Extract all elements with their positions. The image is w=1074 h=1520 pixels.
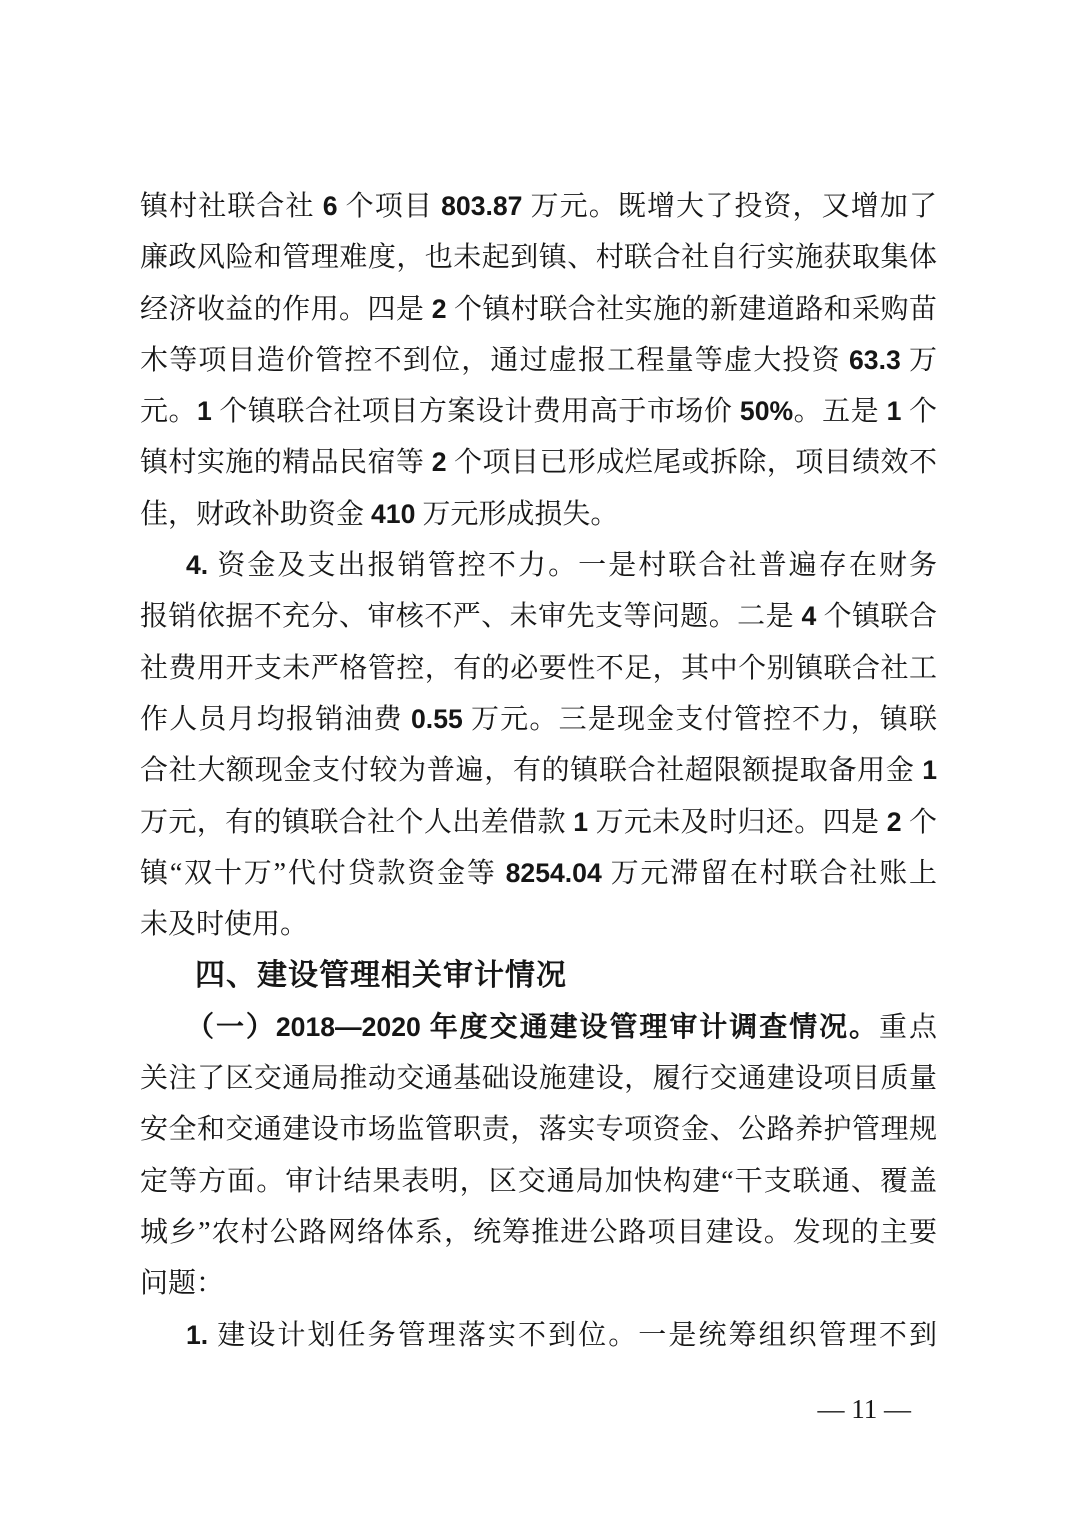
section-heading: 四、建设管理相关审计情况	[195, 959, 567, 993]
page-number: — 11 —	[817, 1394, 911, 1424]
text-line: 关注了区交通局推动交通基础设施建设，履行交通建设项目质量	[140, 1063, 937, 1095]
text-line: 镇村社联合社 6 个项目 803.87 万元。既增大了投资，又增加了	[140, 191, 937, 222]
text-line: （一）2018—2020 年度交通建设管理审计调查情况。重点	[186, 1011, 937, 1043]
text-line: 未及时使用。	[140, 909, 309, 941]
text-line: 1. 建设计划任务管理落实不到位。一是统筹组织管理不到	[186, 1319, 937, 1351]
text-line: 合社大额现金支付较为普遍，有的镇联合社超限额提取备用金 1	[140, 755, 937, 787]
text-line: 安全和交通建设市场监管职责，落实专项资金、公路养护管理规	[140, 1114, 937, 1146]
text-line: 廉政风险和管理难度，也未起到镇、村联合社自行实施获取集体	[140, 242, 937, 274]
text-line: 万元，有的镇联合社个人出差借款 1 万元未及时归还。四是 2 个	[140, 806, 937, 838]
text-line: 经济收益的作用。四是 2 个镇村联合社实施的新建道路和采购苗	[140, 293, 937, 325]
text-line: 木等项目造价管控不到位，通过虚报工程量等虚大投资 63.3 万	[140, 344, 937, 376]
document-body	[140, 181, 937, 1361]
text-line: 元。1 个镇联合社项目方案设计费用高于市场价 50%。五是 1 个	[140, 396, 937, 428]
text-line: 4. 资金及支出报销管控不力。一是村联合社普遍存在财务	[186, 550, 937, 582]
text-line: 问题：	[140, 1268, 225, 1300]
text-line: 定等方面。审计结果表明，区交通局加快构建“干支联通、覆盖	[140, 1165, 937, 1197]
text-line: 镇“双十万”代付贷款资金等 8254.04 万元滞留在村联合社账上	[140, 857, 937, 889]
text-line: 镇村实施的精品民宿等 2 个项目已形成烂尾或拆除，项目绩效不	[140, 447, 937, 479]
text-line: 佳，财政补助资金 410 万元形成损失。	[140, 498, 619, 530]
text-line: 社费用开支未严格管控，有的必要性不足，其中个别镇联合社工	[140, 652, 937, 684]
text-line: 报销依据不充分、审核不严、未审先支等问题。二是 4 个镇联合	[140, 601, 937, 633]
text-line: 作人员月均报销油费 0.55 万元。三是现金支付管控不力，镇联	[140, 703, 937, 735]
text-line: 城乡”农村公路网络体系，统筹推进公路项目建设。发现的主要	[140, 1216, 937, 1248]
